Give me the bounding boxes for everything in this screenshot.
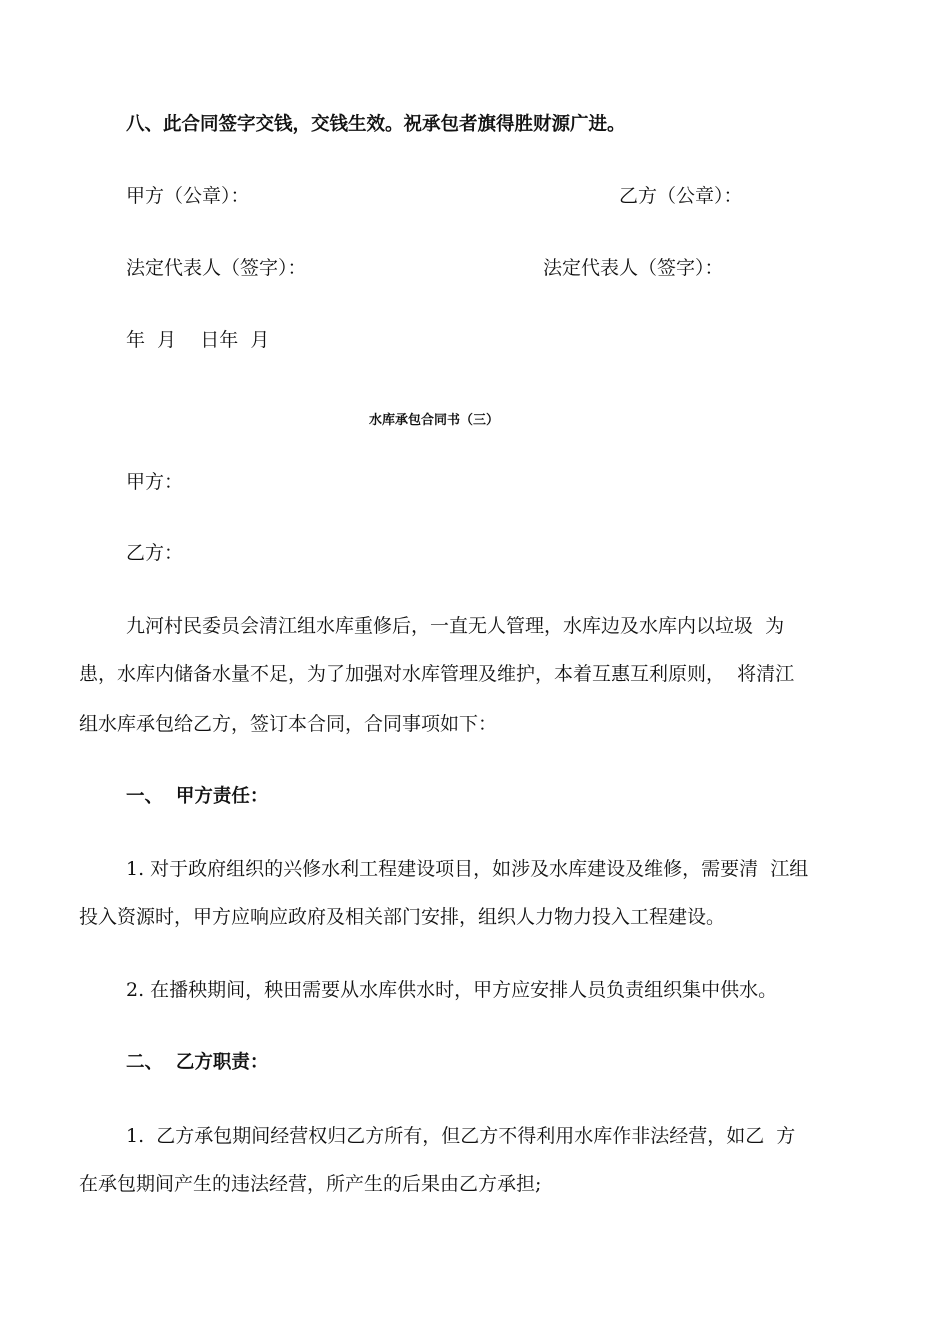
representative-a: 法定代表人（签字）： [126,257,307,279]
signature-party-a: 甲方（公章）： [126,185,250,207]
clause-8: 八、此合同签字交钱，交钱生效。祝承包者旗得胜财源广进。 [126,114,626,135]
date-line: 年 月 日年 月 [126,329,270,351]
party-a-item-2: 2. 在播秧期间，秧田需要从水库供水时，甲方应安排人员负责组织集中供水。 [126,979,778,1001]
representative-b: 法定代表人（签字）： [543,257,724,279]
party-a-item-1-line-2: 投入资源时，甲方应响应政府及相关部门安排，组织人力物力投入工程建设。 [79,906,726,928]
intro-line-1: 九河村民委员会清江组水库重修后，一直无人管理，水库边及水库内以垃圾 为 [126,615,785,637]
intro-line-2: 患，水库内储备水量不足，为了加强对水库管理及维护，本着互惠互利原则， 将清江 [79,663,795,685]
signature-party-b: 乙方（公章）： [619,185,743,207]
party-a-label: 甲方： [126,471,184,493]
party-a-item-1-line-1: 1. 对于政府组织的兴修水利工程建设项目，如涉及水库建设及维修，需要清 江组 [126,858,809,880]
heading-party-b-duties: 二、 乙方职责： [126,1052,269,1073]
intro-line-3: 组水库承包给乙方，签订本合同，合同事项如下： [79,713,498,735]
document-title: 水库承包合同书（三） [368,413,499,428]
party-b-item-1-line-1: 1. 乙方承包期间经营权归乙方所有，但乙方不得利用水库作非法经营，如乙 方 [126,1125,796,1147]
party-b-item-1-line-2: 在承包期间产生的违法经营，所产生的后果由乙方承担; [79,1173,542,1195]
party-b-label: 乙方： [126,542,184,564]
heading-party-a-duties: 一、 甲方责任： [126,786,269,807]
